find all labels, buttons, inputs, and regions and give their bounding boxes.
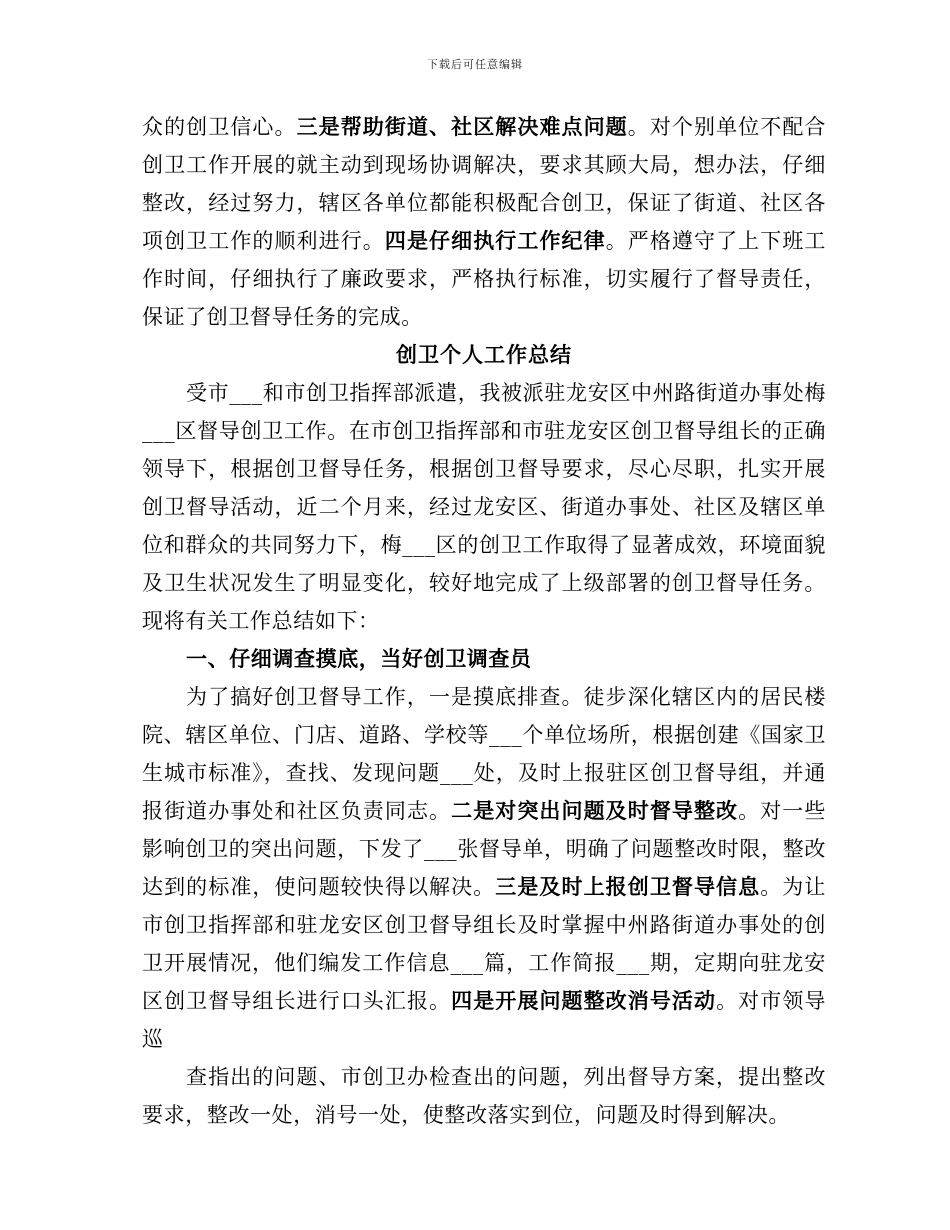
bold-point-two: 二是对突出问题及时督导整改 [451,798,739,823]
paragraph-section-1 [142,678,826,1058]
paragraph-continuation [142,108,826,336]
bold-point-three-b: 三是及时上报创卫督导信息 [495,874,761,899]
text-run: 。严格遵守了上下班工作时间，仔细执行了廉政要求，严格执行标准，切实履行了督导责任，保证了创卫督导任务的完成。 [142,229,827,329]
text-run: 。为让市创卫指挥部和驻龙安区创卫督导组长及时掌握中州路街道办事处的创卫开展情况，他们编发工作信息___篇，工作简报___期，定期向驻龙安区创卫督导组长进行口头汇报。 [142,875,826,1013]
paragraph-final: 查指出的问题、市创卫办检查出的问题，列出督导方案，提出整改要求，整改一处，消号一处，使整改落实到位，问题及时得到解决。 [142,1065,826,1127]
text-run: 。对市领导巡 [142,989,827,1051]
document-title: 创卫个人工作总结 [396,342,572,367]
bold-point-three: 三是帮助街道、社区解决难点问题 [296,114,628,139]
bold-point-four: 四是仔细执行工作纪律 [384,228,606,253]
text-run: 众的创卫信心。 [142,115,297,139]
document-body [142,108,826,1134]
text-run: 。对个别单位不配合创卫工作开展的就主动到现场协调解决，要求其顾大局，想办法，仔细整改，经过努力，辖区各单位都能积极配合创卫，保证了街道、社区各项创卫工作的顺利进行。 [142,115,827,253]
text-run: 。对一些影响创卫的突出问题，下发了___张督导单，明确了问题整改时限，整改达到的标准，使问题较快得以解决。 [142,799,826,899]
bold-point-four-b: 四是开展问题整改消号活动 [451,988,717,1013]
text-run: 为了搞好创卫督导工作，一是摸底排查。徒步深化辖区内的居民楼院、辖区单位、门店、道路、学校等___个单位场所，根据创建《国家卫生城市标准》，查找、发现问题___处，及时上报驻区创卫督导组，并通报街道办事处和社区负责同志。 [142,685,826,823]
header-note: 下载后可任意编辑 [427,58,523,71]
section-heading-1: 一、仔细调查摸底，当好创卫调查员 [186,646,532,671]
paragraph-intro: 受市___和市创卫指挥部派遣，我被派驻龙安区中州路街道办事处梅___区督导创卫工作。在市创卫指挥部和市驻龙安区创卫督导组长的正确领导下，根据创卫督导任务，根据创卫督导要求，尽心尽职，扎实开展创卫督导活动，近二个月来，经过龙安区、街道办事处、社区及辖区单位和群众的共同努力下，梅___区的创卫工作取得了显著成效，环境面貌及卫生状况发生了明显变化，较好地完成了上级部署的创卫督导任务。现将有关工作总结如下： [142,381,826,633]
